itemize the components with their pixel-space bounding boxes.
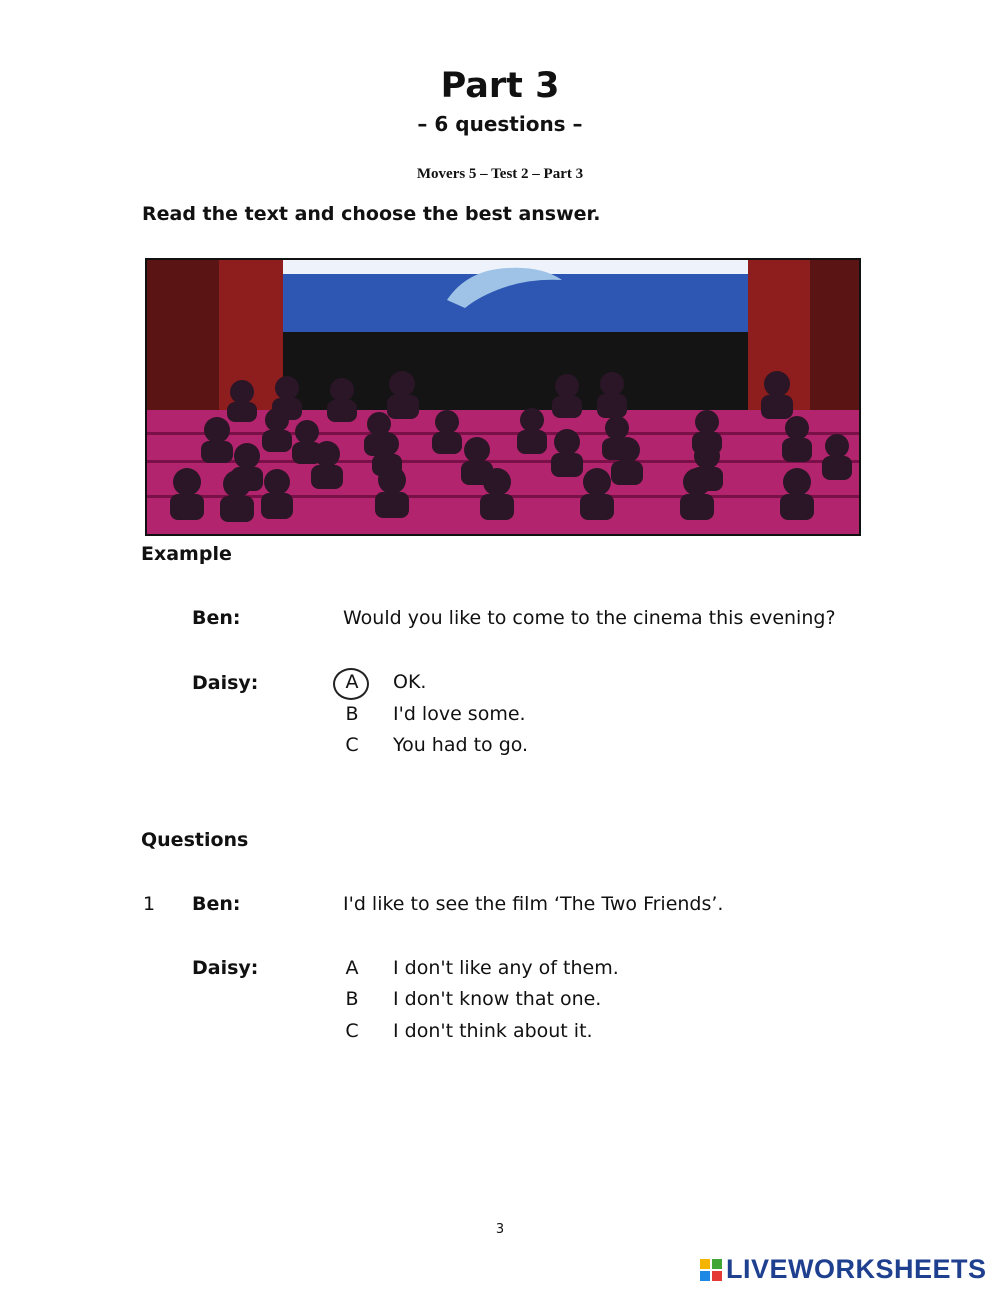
question-option-text-b[interactable]: I don't know that one. <box>393 988 602 1010</box>
cinema-illustration <box>145 258 861 536</box>
question-speaker-daisy: Daisy: <box>192 957 259 979</box>
example-option-letter-a: A <box>345 671 359 693</box>
question-prompt-line: I'd like to see the film ‘The Two Friends’. <box>343 893 724 915</box>
question-option-text-a[interactable]: I don't like any of them. <box>393 957 619 979</box>
question-speaker-ben: Ben: <box>192 893 241 915</box>
example-option-text-a: OK. <box>393 671 427 693</box>
example-option-text-b: I'd love some. <box>393 703 526 725</box>
example-prompt-line: Would you like to come to the cinema this evening? <box>343 607 836 629</box>
logo-blocks-icon <box>700 1259 722 1281</box>
question-option-text-c[interactable]: I don't think about it. <box>393 1020 593 1042</box>
page-title: Part 3 <box>440 66 560 106</box>
example-option-letter-c: C <box>345 734 359 756</box>
page-subtitle: – 6 questions – <box>417 112 583 136</box>
test-reference: Movers 5 – Test 2 – Part 3 <box>416 166 584 182</box>
question-option-letter-b[interactable]: B <box>345 988 359 1010</box>
cinema-scene-svg <box>147 260 859 534</box>
question-number: 1 <box>143 893 156 915</box>
example-option-letter-b: B <box>345 703 359 725</box>
example-speaker-ben: Ben: <box>192 607 241 629</box>
instruction-text: Read the text and choose the best answer. <box>142 203 601 225</box>
example-heading: Example <box>141 543 232 565</box>
page-number: 3 <box>495 1222 505 1237</box>
question-option-letter-c[interactable]: C <box>345 1020 359 1042</box>
questions-heading: Questions <box>141 829 249 851</box>
example-speaker-daisy: Daisy: <box>192 672 259 694</box>
question-option-letter-a[interactable]: A <box>345 957 359 979</box>
brand-name: LIVEWORKSHEETS <box>726 1254 987 1284</box>
example-option-text-c: You had to go. <box>393 734 529 756</box>
liveworksheets-logo <box>700 1254 987 1285</box>
